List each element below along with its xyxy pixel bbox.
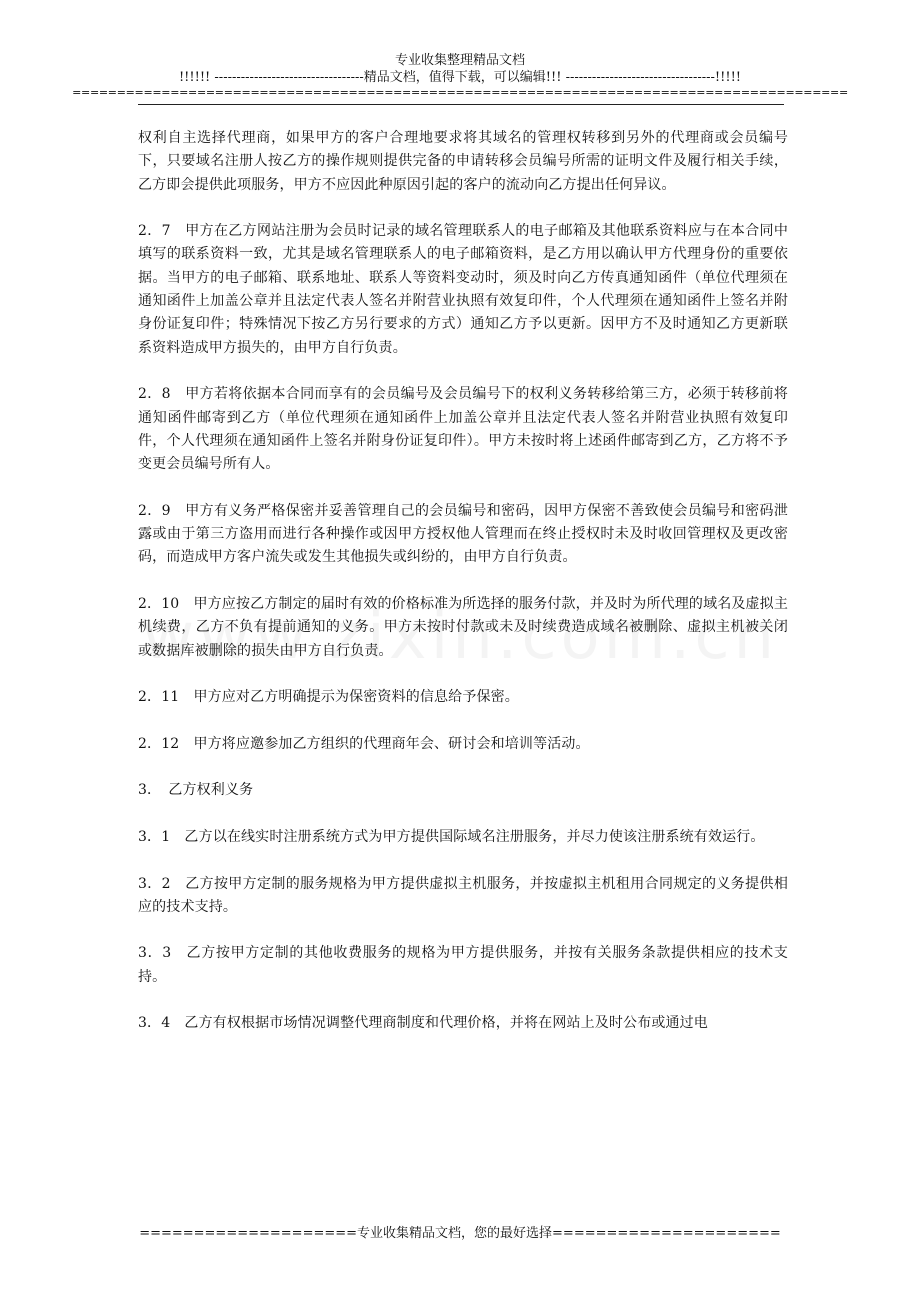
page-footer: ====================专业收集精品文档，您的最好选择===================== (139, 1226, 781, 1241)
header-title: 专业收集整理精品文档 (394, 53, 525, 68)
clause-3-4: 3．4 乙方有权根据市场情况调整代理商制度和代理价格，并将在网站上及时公布或通过电 (138, 1015, 708, 1032)
header-rule (138, 104, 784, 105)
clause-2-9: 2．9 甲方有义务严格保密并妥善管理自己的会员编号和密码，因甲方保密不善致使会员编号和密码泄露或由于第三方盗用而进行各种操作或因甲方授权他人管理而在终止授权时未及时收回管理权及更改密码，而造成甲方客户流失或发生其他损失或纠纷的，由甲方自行负责。 (138, 502, 788, 566)
clause-2-10: 2．10 甲方应按乙方制定的届时有效的价格标准为所选择的服务付款，并及时为所代理的域名及虚拟主机续费，乙方不负有提前通知的义务。甲方未按时付款或未及时续费造成域名被删除、虚拟主机被关闭或数据库被删除的损失由甲方自行负责。 (138, 595, 788, 659)
clause-3-2: 3．2 乙方按甲方定制的服务规格为甲方提供虚拟主机服务，并按虚拟主机租用合同规定的义务提供相应的技术支持。 (138, 875, 788, 915)
clause-3-1: 3．1 乙方以在线实时注册系统方式为甲方提供国际域名注册服务，并尽力使该注册系统有效运行。 (138, 828, 765, 845)
clause-2-11: 2．11 甲方应对乙方明确提示为保密资料的信息给予保密。 (138, 689, 519, 706)
header-separator: ======================================================================================= (72, 86, 848, 99)
clause-2-12: 2．12 甲方将应邀参加乙方组织的代理商年会、研讨会和培训等活动。 (138, 735, 590, 752)
section-3-heading: 3． 乙方权利义务 (138, 782, 254, 799)
header-subtitle: !!!!!! ----------------------------------精品文档，值得下载，可以编辑!!! ----------------------------------!!!!! (178, 70, 742, 85)
clause-2-8: 2．8 甲方若将依据本合同而享有的会员编号及会员编号下的权利义务转移给第三方，必须于转移前将通知函件邮寄到乙方（单位代理须在通知函件上加盖公章并且法定代表人签名并附营业执照有效复印件，个人代理须在通知函件上签名并附身份证复印件）。甲方未按时将上述函件邮寄到乙方，乙方将不予变更会员编号所有人。 (138, 386, 788, 473)
clause-2-7: 2．7 甲方在乙方网站注册为会员时记录的域名管理联系人的电子邮箱及其他联系资料应与在本合同中填写的联系资料一致，尤其是域名管理联系人的电子邮箱资料，是乙方用以确认甲方代理身份的重要依据。当甲方的电子邮箱、联系地址、联系人等资料变动时，须及时向乙方传真通知函件（单位代理须在通知函件上加盖公章并且法定代表人签名并附营业执照有效复印件，个人代理须在通知函件上签名并附身份证复印件；特殊情况下按乙方另行要求的方式）通知乙方予以更新。因甲方不及时通知乙方更新联系资料造成甲方损失的，由甲方自行负责。 (138, 223, 788, 356)
document-body (138, 127, 788, 1059)
page-header (0, 52, 920, 99)
clause-3-3: 3．3 乙方按甲方定制的其他收费服务的规格为甲方提供服务，并按有关服务条款提供相应的技术支持。 (138, 945, 788, 985)
paragraph-continuation: 权利自主选择代理商，如果甲方的客户合理地要求将其域名的管理权转移到另外的代理商或会员编号下，只要域名注册人按乙方的操作规则提供完备的申请转移会员编号所需的证明文件及履行相关手续，乙方即会提供此项服务，甲方不应因此种原因引起的客户的流动向乙方提出任何异议。 (138, 130, 788, 193)
